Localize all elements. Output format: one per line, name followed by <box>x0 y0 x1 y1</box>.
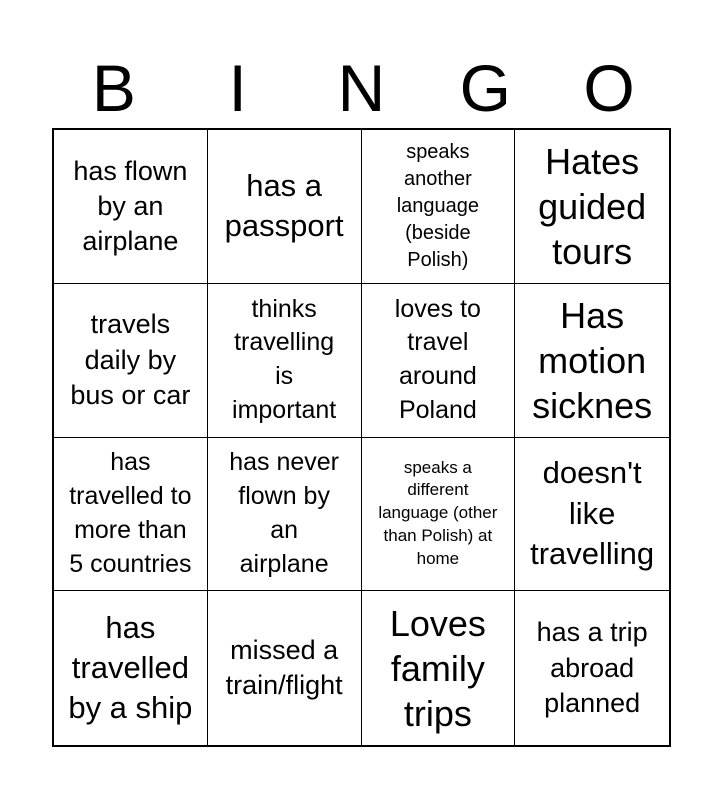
header-letter-i: I <box>228 51 247 125</box>
cell-text: Loves family trips <box>389 602 486 734</box>
cell-text: speaks another language (beside Polish) <box>396 140 480 271</box>
bingo-header <box>52 48 671 128</box>
cell-text: missed a train/flight <box>225 635 343 701</box>
cell-text: has travelled to more than 5 countries <box>69 448 192 578</box>
bingo-cell-r3c1[interactable] <box>54 438 208 592</box>
cell-text: has a passport <box>224 168 344 244</box>
bingo-cell-r2c4[interactable] <box>515 284 669 438</box>
cell-text: has never flown by an airplane <box>229 448 340 578</box>
header-letter-o: O <box>583 51 635 125</box>
bingo-cell-r1c4[interactable] <box>515 130 669 284</box>
bingo-cell-r2c2[interactable] <box>208 284 362 438</box>
bingo-cell-r3c3[interactable] <box>362 438 516 592</box>
bingo-cell-r1c3[interactable] <box>362 130 516 284</box>
bingo-cell-r3c4[interactable] <box>515 438 669 592</box>
cell-text: Hates guided tours <box>538 140 647 272</box>
bingo-cell-r4c2[interactable] <box>208 591 362 745</box>
cell-text: has flown by an airplane <box>73 155 188 256</box>
bingo-board <box>52 128 671 747</box>
cell-text: has a trip abroad planned <box>536 617 648 718</box>
bingo-cell-r4c4[interactable] <box>515 591 669 745</box>
bingo-cell-r3c2[interactable] <box>208 438 362 592</box>
cell-text: has travelled by a ship <box>68 609 193 726</box>
cell-text: loves to travel around Poland <box>394 294 481 424</box>
cell-text: Has motion sicknes <box>532 294 653 426</box>
bingo-cell-r4c3[interactable] <box>362 591 516 745</box>
bingo-cell-r4c1[interactable] <box>54 591 208 745</box>
header-letter-b: B <box>91 51 136 125</box>
cell-text: travels daily by bus or car <box>70 309 191 410</box>
bingo-cell-r2c3[interactable] <box>362 284 516 438</box>
cell-text: doesn't like travelling <box>530 455 655 572</box>
bingo-cell-r2c1[interactable] <box>54 284 208 438</box>
header-letter-n: N <box>337 51 386 125</box>
bingo-cell-r1c2[interactable] <box>208 130 362 284</box>
header-letter-g: G <box>459 51 511 125</box>
cell-text: speaks a different language (other than Polish) at home <box>378 457 498 569</box>
cell-text: thinks travelling is important <box>232 294 337 424</box>
bingo-cell-r1c1[interactable] <box>54 130 208 284</box>
